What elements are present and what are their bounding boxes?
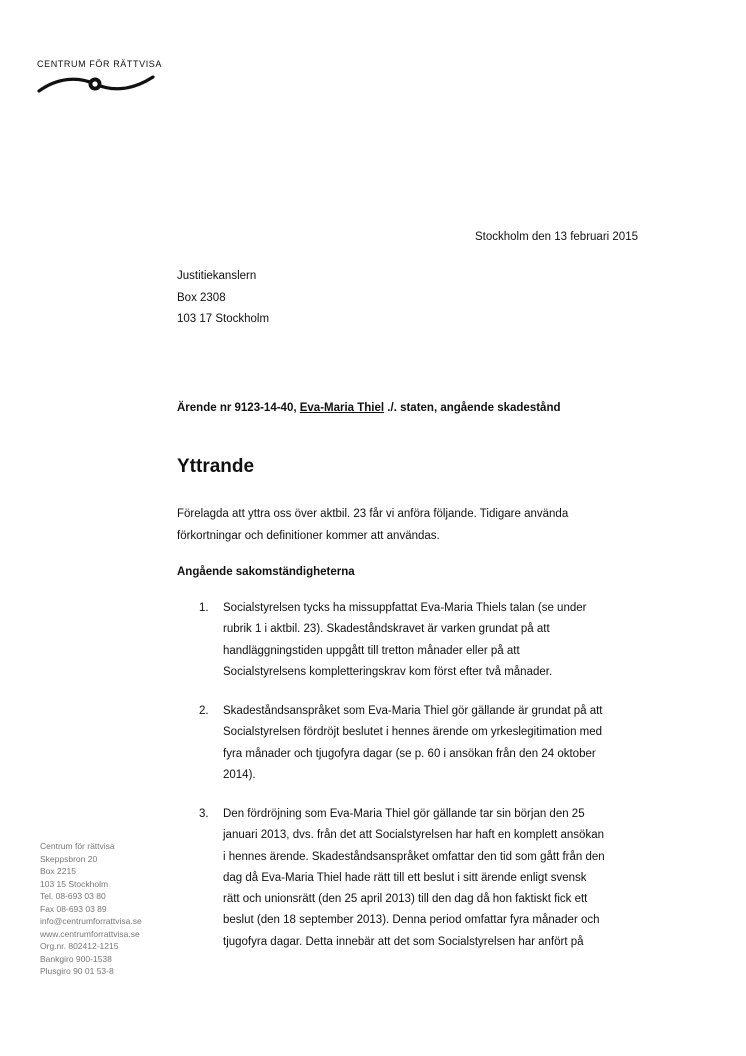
item-line: tjugofyra dagar. Detta innebär att det som Socialstyrelsen har anfört på [223, 935, 584, 948]
subject-party: Eva-Maria Thiel [299, 402, 385, 414]
footer-line: Plusgiro 90 01 53-8 [40, 966, 114, 976]
logo [37, 59, 167, 69]
item-line: rubrik 1 i aktbil. 23). Skadeståndskravet är varken grundat på att [223, 623, 550, 636]
section-heading: Angående sakomständigheterna [177, 566, 355, 578]
recipient-address [177, 266, 269, 331]
intro-line: förkortningar och definitioner kommer att användas. [177, 529, 440, 542]
footer-line: Org.nr. 802412-1215 [40, 941, 119, 951]
item-text [223, 598, 643, 683]
footer-line: www.centrumforrattvisa.se [40, 928, 140, 939]
footer-line: Box 2215 [40, 866, 76, 876]
intro-line: Förelagda att yttra oss över aktbil. 23 får vi anföra följande. Tidigare använda [177, 508, 569, 520]
logo-text: CENTRUM FÖR RÄTTVISA [37, 59, 163, 69]
footer-line: Fax 08-693 03 89 [40, 903, 107, 914]
case-subject [177, 402, 561, 414]
eye-icon [37, 72, 155, 96]
item-number: 3. [199, 808, 209, 820]
item-line: beslut (den 18 september 2013). Denna period omfattar fyra månader och [223, 914, 600, 927]
subject-suffix: ./. staten, angående skadestånd [384, 402, 561, 414]
item-line: Socialstyrelsen fördröjt beslutet i hennes ärende om yrkeslegitimation med [223, 726, 603, 739]
item-number: 2. [199, 705, 209, 717]
recipient-line: 103 17 Stockholm [177, 313, 270, 325]
footer-line: Centrum för rättvisa [40, 841, 115, 851]
recipient-line: Box 2308 [177, 291, 226, 304]
item-line: 2014). [223, 768, 256, 781]
recipient-line: Justitiekanslern [177, 270, 257, 282]
item-text [223, 804, 643, 953]
item-text [223, 701, 643, 786]
item-line: Skadeståndsanspråket som Eva-Maria Thiel gör gällande är grundat på att [223, 705, 603, 717]
item-line: Socialstyrelsens kompletteringskrav kom först efter två månader. [223, 665, 553, 678]
footer-line: info@centrumforrattvisa.se [40, 916, 142, 926]
item-line: rätt och unionsrätt (den 25 april 2013) till den dag då hon faktiskt fick ett [223, 893, 588, 906]
item-line: fyra månader och tjugofyra dagar (se p. 60 i ansökan från den 24 oktober [223, 747, 596, 760]
footer-line: Bankgiro 900-1538 [40, 953, 112, 964]
item-line: i hennes ärende. Skadeståndsanspråket omfattar den tid som gått från den [223, 850, 605, 863]
item-line: dag då Eva-Maria Thiel hade rätt till ett beslut i sitt ärende enligt svensk [223, 871, 587, 884]
item-line: handläggningstiden uppgått till tretton månader eller på att [223, 644, 520, 657]
item-number: 1. [199, 602, 209, 614]
intro-paragraph [177, 504, 647, 547]
subject-prefix: Ärende nr 9123-14-40, [177, 402, 300, 414]
letter-date: Stockholm den 13 februari 2015 [474, 231, 638, 243]
document-heading: Yttrande [177, 456, 255, 477]
footer-line: 103 15 Stockholm [40, 878, 109, 889]
footer-contact-info [40, 840, 142, 978]
item-line: Socialstyrelsen tycks ha missuppfattat Eva-Maria Thiels talan (se under [223, 602, 587, 614]
item-line: januari 2013, dvs. från det att Socialstyrelsen har haft en komplett ansökan [223, 829, 604, 842]
footer-line: Skeppsbron 20 [40, 853, 98, 864]
footer-line: Tel. 08-693 03 80 [40, 891, 106, 901]
item-line: Den fördröjning som Eva-Maria Thiel gör gällande tar sin början den 25 [223, 808, 585, 820]
